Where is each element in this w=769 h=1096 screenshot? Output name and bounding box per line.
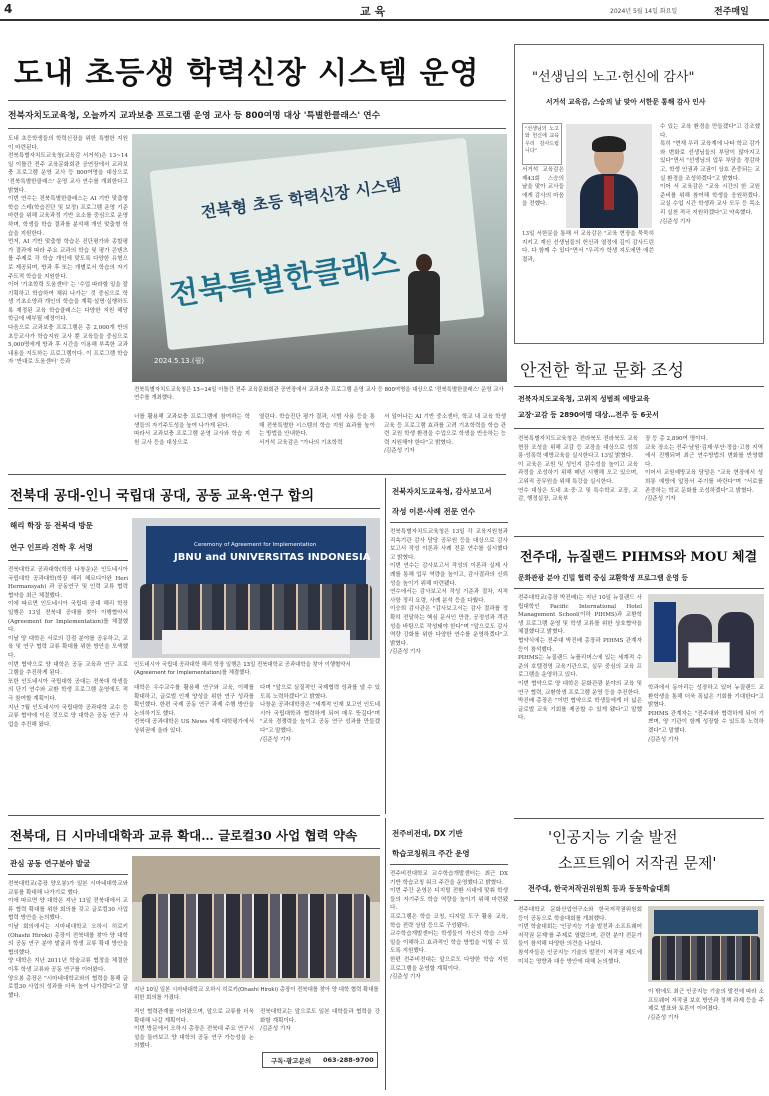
dx-headline: 전주비전대, DX 기반 [392, 829, 463, 838]
page-number: 4 [4, 2, 13, 16]
audit-body: 전북특별자치도교육청은 13일 각 교육지원청과 직속기관 감사 담당 공무원 등을 대상으로 감사보고서 작성 이론과 사례 전문 연수를 실시했다고 밝혔다. 이번 연수는 감사보고서 작성의 이론과 실제 사례를 통해 업무 역량을 높이고, 감사결과의 신뢰성을 높이기 위해 마련됐다. 연수에서는 감사보고서 작성 기준과 절차, 지적 사항 정리 요령, 사례 분석 등을 다뤘다. 이승희 감사관은 "감사보고서는 감사 결과를 정확히 전달하는 핵심 문서인 만큼, 공정성과 객관성을 바탕으로 작성돼야 한다"며 "앞으로도 감사 역량 강화를 위한 다양한 연수를 운영하겠다"고 밝혔다. /김준성 기자 [390, 529, 508, 656]
ai-body-left: 전주대학교 문화산업연구소와 한국저작권위원회 등이 공동으로 학술대회를 개최했다. 이번 학술대회는 '인공지능 기술 발전과 소프트웨어 저작권 문제'를 주제로 열렸으며, 관련 분야 전문가들이 참석해 다양한 의견을 나눴다. 참석자들은 인공지능 기술의 발전이 저작권 제도에 미치는 영향과 대응 방안에 대해 논의했다. [518, 907, 642, 965]
main-body-left: 도내 초등학생들의 학력신장을 위한 특별한 지원이 마련된다. 전북특별자치도교육청(교육감 서거석)은 13~14일 이틀간 전주 교육문화회관 공연장에서 교과보충 프로그램 운영 교사 등 800여명을 대상으로 '전북특별한클래스' 운영 교사 연수를 개최한다고 밝혔다. 이번 연수는 전북특별한클래스는 AI 기반 맞춤형 학습 스테(학습진단 및 보정) 프로그램 운영 기준 마련을 위해 교육과정 기반 요소를 중심으로 운영하며, 학생들 학습 결과를 분석해 개인 맞춤형 학습을 지원한다. 먼저, AI 기반 맞춤형 학습은 진단평가와 종합평가 결과에 따라 주요 교과의 학습 및 평가 콘텐츠를 주제로 각 학습 개인에 맞도록 다양한 유형으로 제공되며, 방과 후 또는 개별로서 학습의 자기주도적 학습을 지원한다. 이어 '기초학력 도움센터' 는 '수업 따라할 일을 잘 기획하고 학습하여 채워 나가는' 것 중심으로 학생 기초소양과 개인의 학습을 계획·설명·실행하도록 재정된 교육 학습클래스는 다양한 지원 해당 학급에 배부될 예정이다. 다음으로 교과보충 프로그램은 총 2,000개 반의 초등교사가 학습지원 교사 뿐 교육들을 중심으로 5,000명에게 방과 후 시간을 이용해 부족한 교과 내용을 지도하는 프로그램이다. 이 프로그램 학습자 '반대로 도움센터' 등과 [8, 136, 128, 366]
pihms-document [688, 642, 730, 668]
ad-phone: 063-288-9700 [323, 1056, 374, 1064]
ai-subhead: 전주대, 한국저작권위원회 등과 동동학술대회 [528, 884, 671, 893]
safety-subhead-2: 교장·교감 등 2890여명 대상…전주 등 6곳서 [518, 411, 659, 419]
thanks-pull-quote: "선생님의 노고와 헌신에 교육 우리 감사드립니다" [522, 123, 562, 165]
ai-headline-line-2: 소프트웨어 저작권 문제' [558, 854, 717, 872]
shimane-body-b2: 전북대학교는 앞으로도 일본 대학들과 협력을 강화할 계획이다. /김준성 기자 [260, 1009, 380, 1033]
thanks-headline: "선생님의 노고·헌신에 감사" [532, 70, 695, 85]
main-body-b2: 열린다. 학습진단 평가 결과, 시범 사용 등을 통해 전북특별한 시스템의 학습 지원 효과를 높이는 방법을 안내한다. 서거석 교육감은 "가나의 기초학력 [259, 414, 375, 446]
safety-body-right: 장 등 총 2,890여 명이다. 교육 장소는 전주·남원·김제·부안·정읍·고창 지역에서 진행되며 최근 연수방법의 변화를 반영했다. 이어서 교원예방교육 담당은 "교육 현장에서 성희롱 예방에 앞장서 주기를 바란다"며 "서로를 존중하는 학교 문화를 조성하겠다"고 밝혔다. /김준성 기자 [645, 436, 763, 503]
jbnu-body-left: 전북대학교 공과대학(학장 나창운)은 인도네시아 국립대학 공과대학(학장 해리 헤르디아완 Heri Hermansyah) 과 공동연구 및 인력 교류 협력 협약을 최근 체결했다. 이에 따르면 인도네시아 국립대 공대 해리 학장 일행은 13일 전북대 공대를 찾아 이행협약서(Agreement for Implementation)를 체결했다. 이날 양 대학은 서로의 강점 분야를 공유하고, 교육 및 연구 협력 교류 확대를 위한 방안을 모색했다. 이번 협약으로 양 대학은 공동 교육과 연구 프로그램을 추진하게 된다. 또한 인도네시아 국립대학 공대는 전북대 학생들의 단기 연수와 교환 학생 프로그램 운영에도 적극 참여할 계획이다. 지난 7월 인도네시아 국립대학 공과대학 교수 등 교류 협약에 이은 것으로 양 대학은 공동 연구 사업을 추진해 왔다. [8, 567, 128, 728]
shimane-body-b1: 적인 협력관계를 이어왔으며, 앞으로 교류를 더욱 확대해 나갈 계획이다. 이번 방문에서 오하시 총장은 전북대 주요 연구시설을 둘러보고 양 대학의 공동 연구 가능성을 논의했다. [134, 1009, 254, 1050]
issue-date: 2024년 5월 14일 화요일 [610, 8, 678, 15]
shimane-photo-caption: 지난 10일 일본 시마네대학교 오하시 히로키(Ohashi Hiroki) 총장이 전북대를 찾아 양 대학 협력 확대를 위한 회의를 가졌다. [134, 987, 381, 1001]
banner-date: 2024.5.13.(월) [154, 357, 205, 365]
ai-banner [654, 910, 758, 934]
main-photo [132, 134, 507, 382]
main-photo-caption: 전북특별자치도교육청은 13~14일 이틀간 전주 교육문화회관 공연장에서 교과보충 프로그램 운영 교사 등 800여명을 대상으로 '전북특별한클래스' 운영 교사 연수를 개최했다. [134, 387, 506, 401]
safety-subhead-1: 전북자치도교육청, 고위직 성범죄 예방교육 [518, 395, 650, 403]
jbnu-body-b2: 다며 "앞으로 실질적인 국제협력 성과를 낼 수 있도록 노력하겠다"고 밝혔다. 나창운 공과대학장은 "세계적 인재 보고인 인도네시아 국립대학과 협력하게 되어 매우 뜻깊다"며 "교육 경쟁력을 높이고 공동 연구 성과를 만들겠다"고 말했다. /김준성 기자 [260, 685, 380, 743]
jbnu-photo-caption: 인도네시아 국립대 공과대학 해리 학장 일행은 13일 전북대학교 공과대학을 찾아 이행협약서(Agreement for Implementation)를 체결했다. [134, 662, 351, 676]
jbnu-subhead-1: 해리 학장 등 전북대 방문 [10, 521, 93, 530]
shimane-body-left: 전북대학교(총장 양오봉)가 일본 시마네대학교와 교류를 확대해 나가기로 했다. 이에 따르면 양 대학은 지난 13일 전북대에서 교류 협력 확대를 위한 회의를 갖고 글로컬30 사업 협력 방안을 논의했다. 이날 회의에서는 시마네대학교 오하시 히로키(Ohashi Hiroki) 총장이 전북대를 찾아 양 대학의 공동 연구 분야 발굴과 학생 교류 확대 방안을 협의했다. 양 대학은 지난 2011년 학술교류 협정을 체결한 이후 학생 교류와 공동 연구를 이어왔다. 양오봉 총장은 "시마네대학교와의 협력을 통해 글로컬30 사업의 성과를 더욱 높여 나가겠다"고 말했다. [8, 881, 128, 999]
jbnu-subhead-2: 연구 인프라 견학 후 서명 [10, 543, 93, 552]
jbnu-banner-title: Ceremony of Agreement for Implementation [194, 542, 317, 548]
shimane-headline: 전북대, 日 시마네대학과 교류 확대… 글로컬30 사업 협력 약속 [10, 828, 358, 843]
pihms-flag [654, 602, 676, 662]
shimane-photo [132, 856, 380, 982]
audit-headline: 전북자치도교육청, 감사보고서 [392, 487, 492, 496]
pihms-headline: 전주대, 뉴질랜드 PIHMS와 MOU 체결 [520, 550, 758, 565]
pihms-photo [648, 594, 764, 678]
main-body-b3: 서 일어나는 AI 기반 중소센터, 학교 내 교육 학생 교육 등 프로그램 효과를 고려 기초학력을 학습 관련 교원 학생 환경을 수업으로 학생을 반응하는 능력 지원해야 한다"고 밝혔다. /김준성 기자 [384, 414, 506, 455]
jbnu-headline: 전북대 공대-인니 국립대 공대, 공동 교육·연구 합의 [10, 488, 315, 504]
banner-line-1: 전북형 초등 학력신장 시스템 [199, 175, 403, 222]
page-header [0, 0, 769, 20]
jbnu-body-b1: 대학은 우수교수를 활용해 연구와 교육, 이해를 확대하고, 글로벌 인재 양성을 위한 연구 성과를 확인했다. 한편 국제 공동 연구 과제 수행 방안을 논의하기도 했다. 전북대 공과대학은 US News 세계 대학평가에서 상위권에 올라 있다. [134, 685, 254, 734]
jbnu-banner-names: JBNU and UNIVERSITAS INDONESIA [174, 552, 371, 563]
main-headline: 도내 초등생 학력신장 시스템 운영 [14, 56, 480, 91]
thanks-body-left: 서거석 교육감은 제43회 스승의 날을 맞아 교사들에게 감사의 마음을 전했다. [522, 167, 566, 208]
dx-body: 전주비전대학교 교수학습개발센터는 최근 DX 기반 학습코칭 워크 주간을 운영했다고 밝혔다. 이번 주간 운영은 디지털 전환 시대에 맞춰 학생들의 자기주도 학습 역량을 높이기 위해 마련됐다. 프로그램은 학습 코칭, 디지털 도구 활용 교육, 학습 전략 상담 등으로 구성됐다. 교수학습개발센터는 학생들이 자신의 학습 스타일을 이해하고 효과적인 학습 방법을 익힐 수 있도록 지원했다. 한편 전주비전대는 앞으로도 다양한 학습 지원 프로그램을 운영할 계획이다. /김준성 기자 [390, 871, 508, 981]
shimane-people-row [142, 894, 370, 978]
ai-photo [648, 906, 764, 982]
paper-name: 전주매일 [714, 7, 749, 17]
jbnu-table [162, 630, 350, 654]
ai-headline-line-1: '인공지능 기술 발전 [548, 828, 678, 846]
pihms-body-left: 전주대학교(총장 박진배)는 지난 10일 뉴질랜드 사립대학인 Pacific International Hotel Management School(이하 PIHMS)과 교환학생 프로그램 운영 및 학생 교류를 위한 상호협약을 체결했다고 밝혔다. 협약식에는 전주대 박진배 총장과 PIHMS 관계자 등이 참석했다. PIHMS는 뉴질랜드 뉴플리머스에 있는 세계적 수준의 호텔경영 교육기관으로, 실무 중심의 교육 프로그램을 운영하고 있다. 이번 협약으로 양 대학은 문화관광 분야의 교육 및 연구 협력, 교환학생 프로그램 운영 등을 추진한다. 박진배 총장은 "이번 협약으로 학생들에게 더 넓은 글로벌 교육 기회를 제공할 수 있게 됐다"고 말했다. [518, 595, 642, 722]
ai-people-row [652, 936, 760, 980]
shimane-subhead: 관심 공동 연구분야 발굴 [10, 859, 91, 868]
thanks-portrait [566, 124, 652, 228]
safety-headline: 안전한 학교 문화 조성 [520, 361, 685, 381]
main-subhead: 전북자치도교육청, 오늘까지 교과보충 프로그램 운영 교사 등 800여명 대상 '특별한클래스' 연수 [8, 111, 381, 121]
safety-body-left: 전북특별자치도교육청은 전라북도 전라북도 교육 현장 조성을 위해 교감 등 교장을 대상으로 성희롱·성폭력 예방교육을 실시한다고 13일 밝혔다. 이 교육은 교원 및 성인지 감수성을 높이고 교육 과정을 조성하기 위해 매년 시행해 오고 있으며, 고위직 공무원을 위해 특강을 실시한다. 연수 대상은 도내 초·중·고 및 특수학교 교장, 교감, 행정실장, 교육부 [518, 436, 638, 503]
jbnu-photo [132, 518, 380, 658]
dx-subhead: 학습코칭워크 주간 운영 [392, 849, 470, 858]
thanks-subhead: 서거석 교육감, 스승의 날 맞아 서한문 통해 감사 인사 [546, 98, 706, 106]
ai-body-right: 이 밖에도 최근 인공지능 기술의 발전에 따라 소프트웨어 저작권 보호 방안과 정책 과제 등을 주제로 발표와 토론이 이어졌다. /김준성 기자 [648, 989, 764, 1021]
speaker-figure [404, 254, 444, 364]
banner-line-2: 전북특별한클래스 [167, 246, 402, 313]
thanks-body-right: 수 있는 교육 환경을 만들겠다"고 강조했다. 특히 "현재 우리 교육계에 나타 학교 감가와 변화로 선생님들의 부담이 많아지고 있다"면서 "선생님의 업무 부담을 경감하고, 학생 인권과 교권이 상호 존중되는 교실 환경을 조성하겠다"고 밝혔다. 이어 서 교육감은 "교육 시간의 한 교원 준비를 위해 참여해 학생을 응원하겠다. 교실 수업 시간 학생과 교사 모두 등 목소리 실천 적극 지원하겠다"고 약속했다. /김준성 기자 [660, 124, 760, 225]
ad-label: 구독·광고문의 [271, 1057, 312, 1065]
section-label: 교 육 [360, 5, 386, 18]
pihms-subhead: 문화관광 분야 긴밀 협력 중심 교환학생 프로그램 운영 등 [518, 574, 688, 582]
pihms-body-right: 학과에서 동아리는 성장하고 있어 뉴질랜드 교환학생을 통해 더욱 폭넓은 기회를 기대한다"고 밝혔다. PIHMS 관계자는 "전주대와 협력하게 되어 기쁘며, 양 기관이 함께 성장할 수 있도록 노력하겠다"고 말했다. /김준성 기자 [648, 685, 764, 743]
subscription-ad[interactable] [262, 1052, 378, 1068]
thanks-body-wide: 13일 서한문을 통해 서 교육감은 "교육 현장을 묵묵히 지키고 계신 선생님들의 헌신과 열정에 깊이 감사드린다. 다 함께 수 있다"면서 "우리가 학생 지도에만 애쓴 결과, [522, 231, 656, 263]
audit-subhead: 작성 이론·사례 전문 연수 [392, 507, 476, 516]
main-body-b1: 너를 활용해 교과보충 프로그램에 참여하는 학생들의 자기주도성을 높여 나가게 된다. 따라서 교과보충 프로그램 운영 교사와 학습 지원 교사 등을 대상으로 [134, 414, 250, 446]
